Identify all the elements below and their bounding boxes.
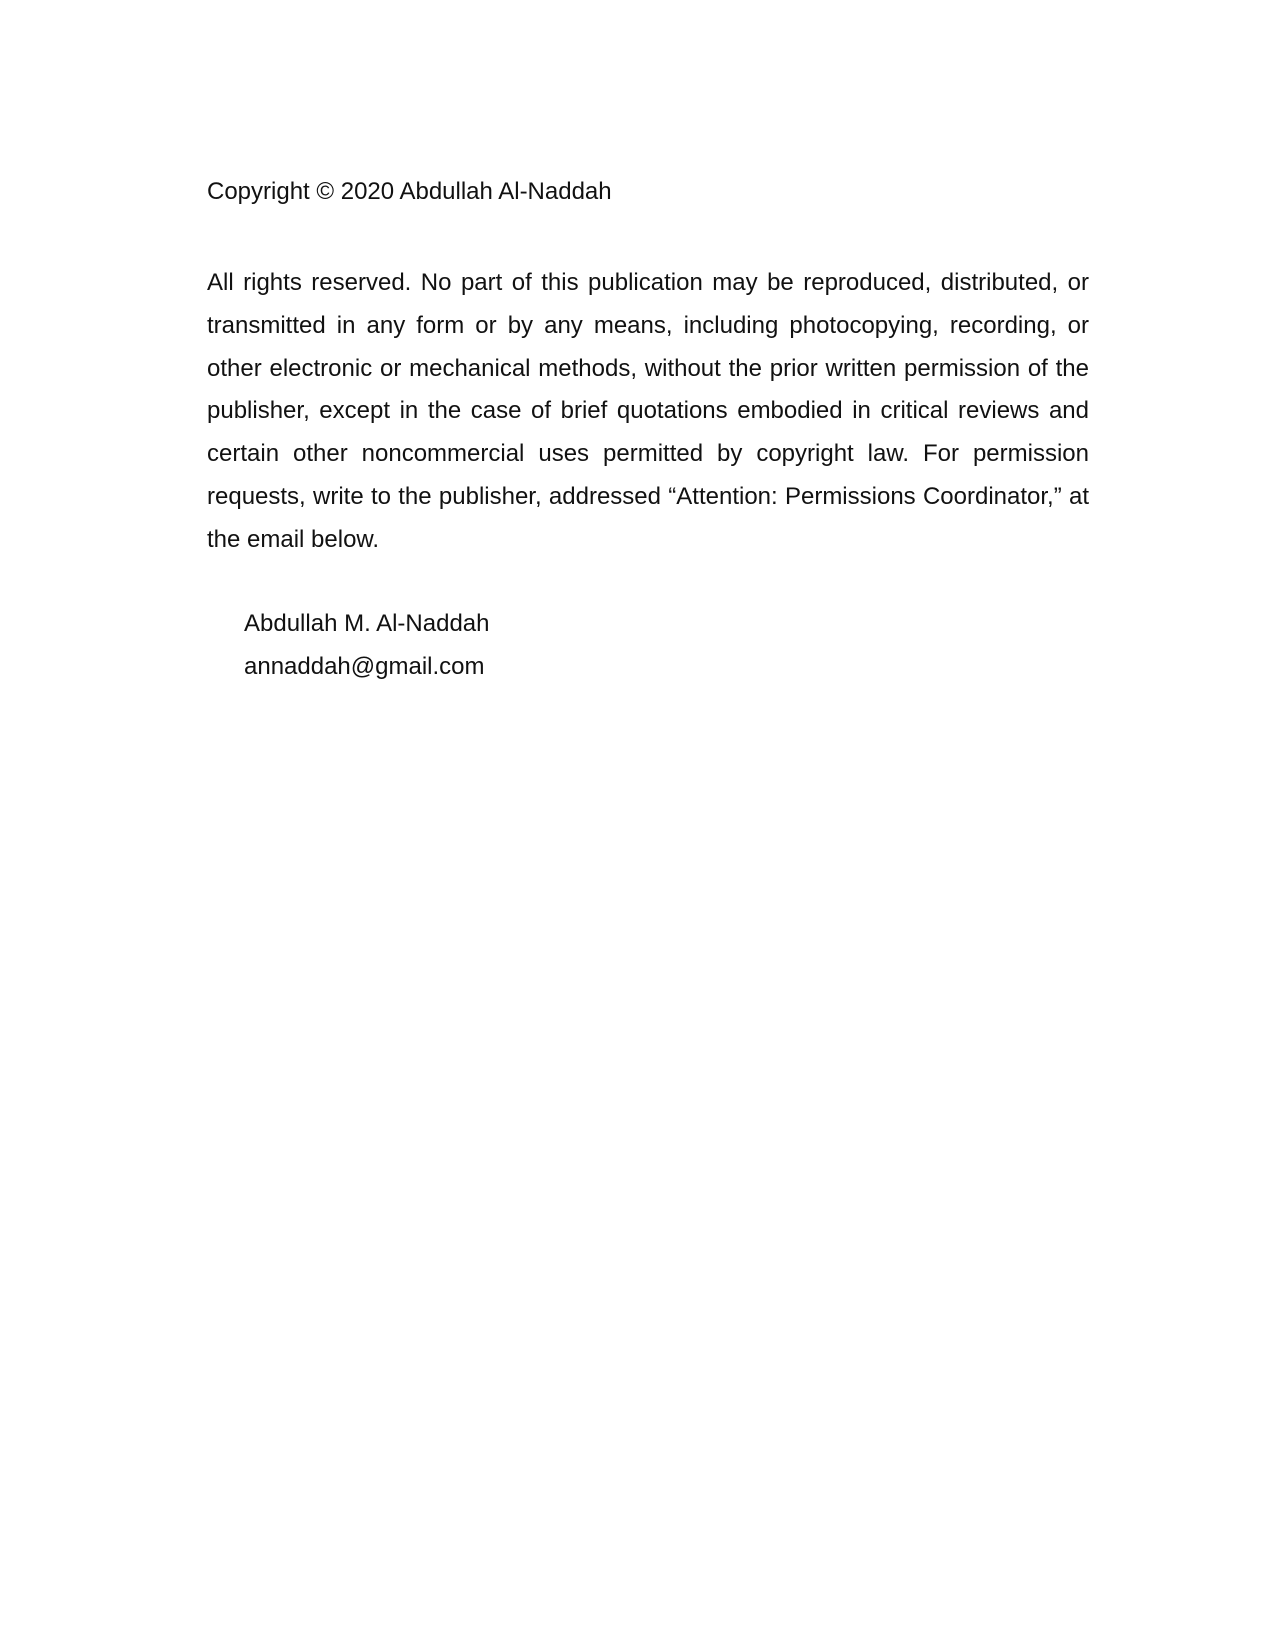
contact-info — [244, 603, 944, 689]
contact-email: annaddah@gmail.com — [244, 652, 485, 680]
rights-statement: All rights reserved. No part of this publication may be reproduced, distributed, or transmitted in any form or by any means, including photocopying, recording, or other electronic or mechanical methods, without the prior written permission of the publisher, except in the case of brief quotations embodied in critical reviews and certain other noncommercial uses permitted by copyright law. For permission requests, write to the publisher, addressed “Attention: Permissions Coordinator,” at the email below. — [207, 269, 1089, 553]
copyright-notice: Copyright © 2020 Abdullah Al-Naddah — [207, 178, 612, 205]
contact-name: Abdullah M. Al-Naddah — [244, 610, 490, 637]
